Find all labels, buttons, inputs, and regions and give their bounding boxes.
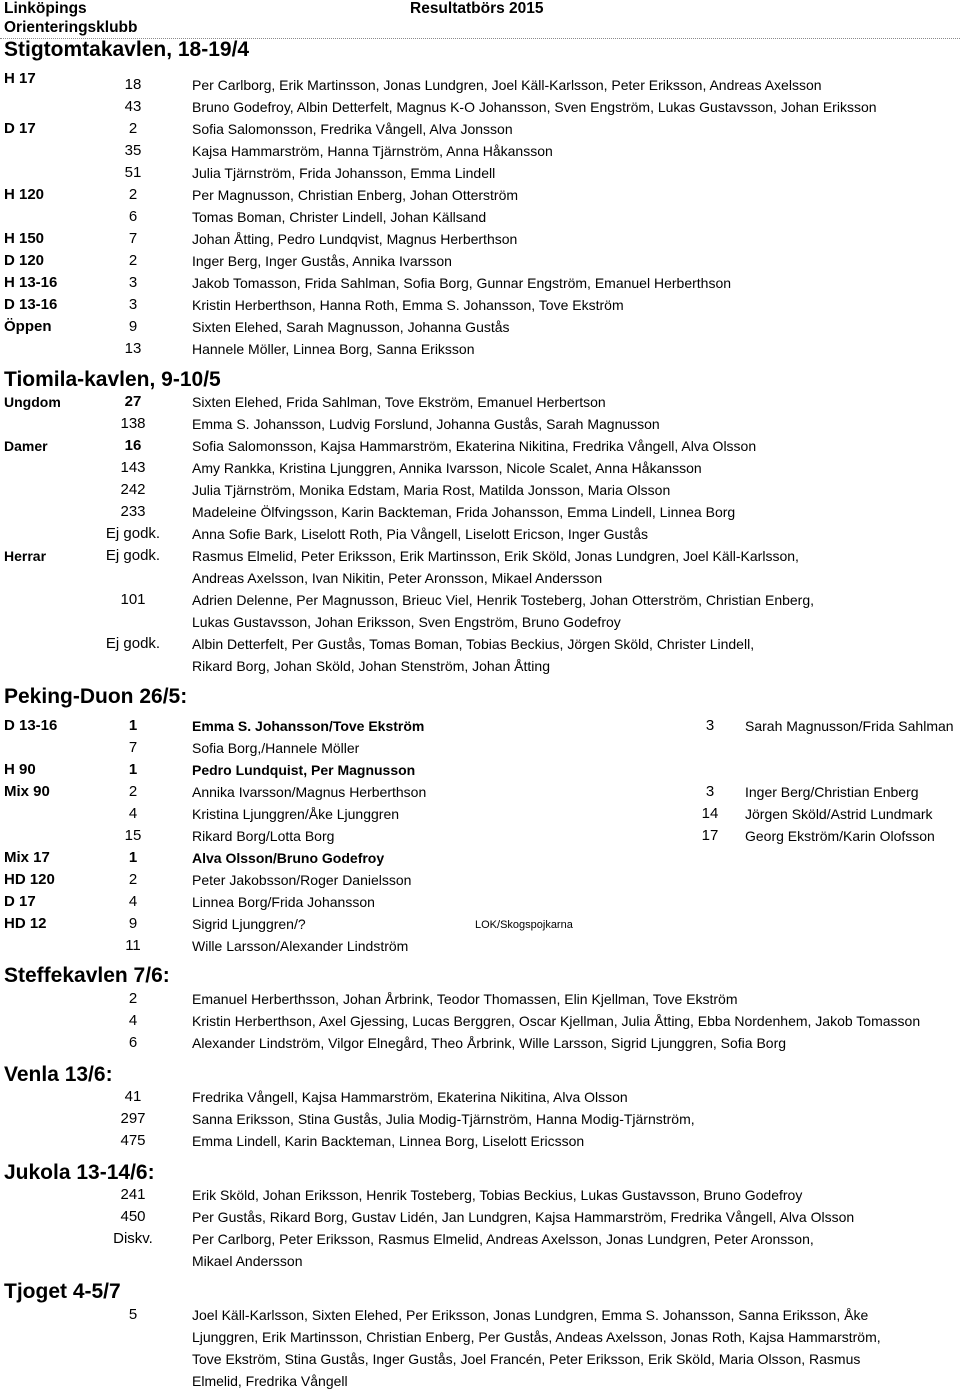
section-title: Jukola 13-14/6: — [4, 1161, 155, 1184]
team-members: Wille Larsson/Alexander Lindström — [192, 938, 409, 954]
result-row — [0, 988, 960, 1010]
placing: 16 — [124, 437, 142, 454]
class-label: Mix 90 — [4, 783, 50, 800]
team-members-second: Jörgen Sköld/Astrid Lundmark — [745, 806, 933, 822]
placing: 15 — [124, 827, 142, 844]
result-row — [0, 589, 960, 633]
placing: 1 — [128, 849, 138, 866]
club-name-line2: Orienteringsklubb — [4, 19, 138, 36]
placing: 6 — [128, 1034, 138, 1051]
class-label: H 17 — [4, 69, 36, 87]
placing: 7 — [128, 739, 138, 756]
result-row — [0, 891, 960, 913]
placing: 4 — [128, 805, 138, 822]
result-row — [0, 913, 960, 935]
team-members: Emanuel Herberthsson, Johan Årbrink, Teodor Thomassen, Elin Kjellman, Tove Ekström — [192, 991, 738, 1007]
team-members: Julia Tjärnström, Frida Johansson, Emma Lindell — [192, 164, 496, 181]
result-row — [0, 250, 960, 272]
result-row — [0, 1032, 960, 1054]
team-members: Amy Rankka, Kristina Ljunggren, Annika Ivarsson, Nicole Scalet, Anna Håkansson — [192, 460, 702, 476]
placing: 101 — [120, 591, 146, 608]
placing-second: 14 — [701, 805, 719, 822]
team-members: Kajsa Hammarström, Hanna Tjärnström, Anna Håkansson — [192, 142, 553, 159]
placing: 6 — [128, 207, 138, 225]
placing: 5 — [128, 1306, 138, 1323]
result-row — [0, 545, 960, 589]
result-row — [0, 479, 960, 501]
result-row — [0, 825, 960, 847]
placing: 450 — [120, 1208, 146, 1225]
placing: 233 — [120, 503, 146, 520]
class-label: D 17 — [4, 893, 36, 910]
placing: 3 — [128, 273, 138, 291]
team-members: Kristin Herberthson, Hanna Roth, Emma S. Johansson, Tove Ekström — [192, 296, 624, 313]
section-title: Stigtomtakavlen, 18-19/4 — [4, 38, 250, 61]
team-members: Sanna Eriksson, Stina Gustås, Julia Modig-Tjärnström, Hanna Modig-Tjärnström, — [192, 1111, 695, 1127]
result-row — [0, 869, 960, 891]
result-row — [0, 435, 960, 457]
class-label: Mix 17 — [4, 849, 50, 866]
team-members: Emma S. Johansson, Ludvig Forslund, Johanna Gustås, Sarah Magnusson — [192, 416, 660, 432]
placing: 7 — [128, 229, 138, 247]
section-title: Venla 13/6: — [4, 1063, 113, 1086]
placing: 9 — [128, 915, 138, 932]
result-row — [0, 1184, 960, 1206]
placing: 2 — [128, 251, 138, 269]
class-label: Ungdom — [4, 394, 61, 410]
class-label: H 13-16 — [4, 273, 58, 291]
team-members: Sofia Salomonsson, Kajsa Hammarström, Ekaterina Nikitina, Fredrika Vångell, Alva Olsson — [192, 438, 757, 454]
result-row — [0, 501, 960, 523]
placing: 35 — [124, 141, 142, 159]
result-row — [0, 338, 960, 360]
result-row — [0, 228, 960, 250]
result-row — [0, 1108, 960, 1130]
result-row — [0, 523, 960, 545]
team-members: Peter Jakobsson/Roger Danielsson — [192, 872, 412, 888]
result-row — [0, 1228, 960, 1272]
team-members: Erik Sköld, Johan Eriksson, Henrik Tosteberg, Tobias Beckius, Lukas Gustavsson, Bruno Godefroy — [192, 1187, 803, 1203]
placing: Ej godk. — [105, 635, 161, 652]
placing: 2 — [128, 185, 138, 203]
results-list — [0, 988, 960, 1054]
result-row — [0, 715, 960, 737]
class-label: H 120 — [4, 185, 45, 203]
result-row — [0, 391, 960, 413]
team-members: Per Magnusson, Christian Enberg, Johan Otterström — [192, 186, 519, 203]
team-members: Emma Lindell, Karin Backteman, Linnea Borg, Liselott Ericsson — [192, 1133, 585, 1149]
result-row — [0, 140, 960, 162]
placing: 143 — [120, 459, 146, 476]
class-label: HD 120 — [4, 871, 55, 888]
team-members: Linnea Borg/Frida Johansson — [192, 894, 375, 910]
result-row — [0, 1206, 960, 1228]
document-title: Resultatbörs 2015 — [410, 0, 544, 17]
placing-second: 17 — [701, 827, 719, 844]
class-label: HD 12 — [4, 915, 47, 932]
team-members: Bruno Godefroy, Albin Detterfelt, Magnus K-O Johansson, Sven Engström, Lukas Gustavsson, Johan Eriksson — [192, 98, 877, 115]
placing: Ej godk. — [105, 547, 161, 564]
result-row — [0, 759, 960, 781]
team-members: Rikard Borg/Lotta Borg — [192, 828, 335, 844]
team-members: Per Gustås, Rikard Borg, Gustav Lidén, Jan Lundgren, Kajsa Hammarström, Fredrika Vångell, Alva Olsson — [192, 1209, 855, 1225]
result-row — [0, 272, 960, 294]
result-row — [0, 781, 960, 803]
team-members: Adrien Delenne, Per Magnusson, Brieuc Viel, Henrik Tosteberg, Johan Otterström, Christian Enberg, Lukas Gustavsson, Johan Eriksson, Sven Engström, Bruno Godefroy — [192, 592, 815, 630]
placing: 4 — [128, 893, 138, 910]
placing: 27 — [124, 393, 142, 410]
team-members: Sigrid Ljunggren/? — [192, 916, 306, 932]
result-row — [0, 294, 960, 316]
placing: 138 — [120, 415, 146, 432]
result-row — [0, 737, 960, 759]
placing: 241 — [120, 1186, 146, 1203]
section-title: Tiomila-kavlen, 9-10/5 — [4, 368, 221, 391]
results-list — [0, 69, 960, 360]
placing: Diskv. — [113, 1230, 153, 1247]
team-members: Per Carlborg, Peter Eriksson, Rasmus Elmelid, Andreas Axelsson, Jonas Lundgren, Peter Aronsson, Mikael Andersson — [192, 1231, 814, 1269]
section-title: Steffekavlen 7/6: — [4, 964, 170, 987]
result-row — [0, 162, 960, 184]
team-members: Sixten Elehed, Sarah Magnusson, Johanna Gustås — [192, 318, 510, 335]
results-list — [0, 715, 960, 957]
team-members: Kristin Herberthson, Axel Gjessing, Lucas Berggren, Oscar Kjellman, Julia Åtting, Ebba Nordenhem, Jakob Tomasson — [192, 1013, 921, 1029]
result-row — [0, 184, 960, 206]
placing: 297 — [120, 1110, 146, 1127]
result-row — [0, 1130, 960, 1152]
team-members: Per Carlborg, Erik Martinsson, Jonas Lundgren, Joel Käll-Karlsson, Peter Eriksson, Andreas Axelsson — [192, 76, 822, 93]
placing: 9 — [128, 317, 138, 335]
placing: 1 — [128, 761, 138, 778]
class-label: D 120 — [4, 251, 45, 269]
team-members: Kristina Ljunggren/Åke Ljunggren — [192, 806, 400, 822]
team-members: Tomas Boman, Christer Lindell, Johan Källsand — [192, 208, 487, 225]
team-members: Pedro Lundquist, Per Magnusson — [192, 762, 416, 778]
section-title: Peking-Duon 26/5: — [4, 685, 188, 708]
placing: 43 — [124, 97, 142, 115]
result-row — [0, 118, 960, 140]
class-label: H 90 — [4, 761, 36, 778]
result-row — [0, 633, 960, 677]
class-label: D 17 — [4, 119, 36, 137]
result-row — [0, 803, 960, 825]
placing: 475 — [120, 1132, 146, 1149]
team-members-second: Sarah Magnusson/Frida Sahlman — [745, 718, 954, 734]
placing: 11 — [125, 937, 141, 954]
result-row — [0, 413, 960, 435]
result-row — [0, 69, 960, 96]
results-list — [0, 1304, 960, 1392]
placing: Ej godk. — [105, 525, 161, 542]
result-row — [0, 316, 960, 338]
placing: 1 — [128, 717, 138, 734]
class-label: Öppen — [4, 317, 52, 335]
result-row — [0, 457, 960, 479]
team-members: Alva Olsson/Bruno Godefroy — [192, 850, 385, 866]
team-members: Albin Detterfelt, Per Gustås, Tomas Boman, Tobias Beckius, Jörgen Sköld, Christer Lindell, Rikard Borg, Johan Sköld, Johan Stenström, Johan Åtting — [192, 636, 755, 674]
section-title: Tjoget 4-5/7 — [4, 1280, 121, 1303]
club-name-line1: Linköpings — [4, 0, 87, 17]
placing-second: 3 — [705, 783, 715, 800]
team-members: Johan Åtting, Pedro Lundqvist, Magnus Herberthson — [192, 230, 518, 247]
class-label: D 13-16 — [4, 295, 58, 313]
result-row — [0, 935, 960, 957]
placing: 242 — [120, 481, 146, 498]
team-members: Julia Tjärnström, Monika Edstam, Maria Rost, Matilda Jonsson, Maria Olsson — [192, 482, 671, 498]
result-row — [0, 847, 960, 869]
class-label: Damer — [4, 438, 48, 454]
team-members: Jakob Tomasson, Frida Sahlman, Sofia Borg, Gunnar Engström, Emanuel Herberthson — [192, 274, 732, 291]
result-row — [0, 1086, 960, 1108]
placing: 2 — [128, 783, 138, 800]
placing: 4 — [128, 1012, 138, 1029]
team-members: Inger Berg, Inger Gustås, Annika Ivarsson — [192, 252, 452, 269]
placing: 41 — [124, 1088, 142, 1105]
team-members: Sofia Salomonsson, Fredrika Vångell, Alva Jonsson — [192, 120, 513, 137]
team-members: Emma S. Johansson/Tove Ekström — [192, 718, 425, 734]
team-members: Joel Käll-Karlsson, Sixten Elehed, Per Eriksson, Jonas Lundgren, Emma S. Johansson, Sanna Eriksson, Åke Ljunggren, Erik Martinsson, Christian Enberg, Per Gustås, Andeas Axelsson, Jonas Roth, Kajsa Hammarström, Tove Ekström, Stina Gustås, Inger Gustås, Joel Francén, Peter Eriksson, Erik Sköld, Maria Olsson, Rasmus Elmelid, Fredrika Vångell — [192, 1307, 881, 1389]
team-members-second: Inger Berg/Christian Enberg — [745, 784, 919, 800]
results-list — [0, 391, 960, 677]
placing-second: 3 — [705, 717, 715, 734]
team-members: Sofia Borg,/Hannele Möller — [192, 740, 360, 756]
team-members: Anna Sofie Bark, Liselott Roth, Pia Vångell, Liselott Ericson, Inger Gustås — [192, 526, 649, 542]
result-row — [0, 96, 960, 118]
team-members: Madeleine Ölfvingsson, Karin Backteman, Frida Johansson, Emma Lindell, Linnea Borg — [192, 504, 736, 520]
result-row — [0, 1010, 960, 1032]
team-members: Annika Ivarsson/Magnus Herberthson — [192, 784, 427, 800]
class-label: Herrar — [4, 548, 47, 564]
class-label: D 13-16 — [4, 717, 58, 734]
team-members-second: Georg Ekström/Karin Olofsson — [745, 828, 935, 844]
team-members: Sixten Elehed, Frida Sahlman, Tove Ekström, Emanuel Herbertson — [192, 394, 606, 410]
placing: 18 — [124, 75, 142, 93]
placing: 3 — [128, 295, 138, 313]
result-row — [0, 206, 960, 228]
results-list — [0, 1086, 960, 1152]
team-members: Hannele Möller, Linnea Borg, Sanna Eriksson — [192, 340, 475, 357]
results-list — [0, 1184, 960, 1272]
result-row — [0, 1304, 960, 1392]
placing: 2 — [128, 990, 138, 1007]
team-members: Fredrika Vångell, Kajsa Hammarström, Ekaterina Nikitina, Alva Olsson — [192, 1089, 628, 1105]
class-label: H 150 — [4, 229, 45, 247]
placing: 13 — [124, 339, 142, 357]
placing: 2 — [128, 119, 138, 137]
club-note: LOK/Skogspojkarna — [475, 919, 573, 931]
team-members: Alexander Lindström, Vilgor Elnegård, Theo Årbrink, Wille Larsson, Sigrid Ljunggren, Sofia Borg — [192, 1035, 787, 1051]
placing: 51 — [124, 163, 142, 181]
team-members: Rasmus Elmelid, Peter Eriksson, Erik Martinsson, Erik Sköld, Jonas Lundgren, Joel Käll-Karlsson, Andreas Axelsson, Ivan Nikitin, Peter Aronsson, Mikael Andersson — [192, 548, 799, 586]
placing: 2 — [128, 871, 138, 888]
